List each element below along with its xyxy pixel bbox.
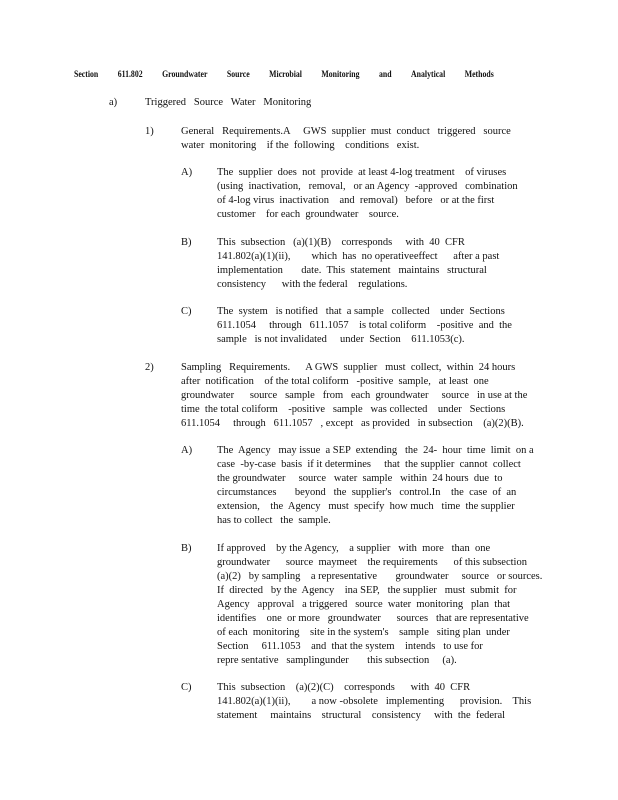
text-line: repre sentative samplingunder this subsection (a).	[217, 655, 457, 666]
text-line: statement maintains structural consistency with the federal	[217, 710, 506, 721]
text-line: consistency with the federal regulations.	[217, 279, 408, 290]
header-word: Source	[226, 70, 250, 80]
item-1-text	[181, 125, 521, 153]
item-1B-label: B)	[181, 237, 192, 248]
header-word: Analytical	[411, 70, 446, 80]
text-line: case -by-case basis if it determines that the supplier cannot collect	[217, 459, 521, 470]
text-line: Section 611.1053 and that the system intends to use for	[217, 641, 483, 652]
item-1A-label: A)	[181, 167, 193, 178]
text-line: time the total coliform -positive sample was collected under Sections	[181, 404, 506, 415]
item-1-label: 1)	[145, 126, 154, 137]
text-line: 611.1054 through 611.1057 is total coliform -positive and the	[217, 320, 512, 331]
item-1C-label: C)	[181, 306, 192, 317]
subsection-a-label: a)	[109, 97, 118, 108]
text-line: of each monitoring site in the system's sample siting plan under	[217, 627, 510, 638]
text-line: identifies one or more groundwater sources that are representative	[217, 613, 529, 624]
header-word: Section	[74, 70, 99, 80]
text-line: This subsection (a)(2)(C) corresponds with 40 CFR	[217, 682, 471, 693]
item-1B-text	[217, 236, 557, 292]
text-line: has to collect the sample.	[217, 515, 331, 526]
text-line: The Agency may issue a SEP extending the 24- hour time limit on a	[217, 445, 534, 456]
text-line: sample is not invalidated under Section 611.1053(c).	[217, 334, 465, 345]
header-word: and	[379, 70, 392, 80]
text-line: This subsection (a)(1)(B) corresponds with 40 CFR	[217, 237, 465, 248]
text-line: The system is notified that a sample collected under Sections	[217, 306, 505, 317]
text-line: implementation date. This statement maintains structural	[217, 265, 487, 276]
item-2B-text	[217, 542, 557, 668]
text-line: of 4-log virus inactivation and removal) before or at the first	[217, 195, 495, 206]
text-line: water monitoring if the following conditions exist.	[181, 140, 420, 151]
item-1A-text	[217, 166, 557, 222]
text-line: General Requirements.A GWS supplier must conduct triggered source	[181, 126, 511, 137]
text-line: If approved by the Agency, a supplier with more than one	[217, 543, 491, 554]
text-line: If directed by the Agency ina SEP, the supplier must submit for	[217, 585, 517, 596]
text-line: Sampling Requirements. A GWS supplier must collect, within 24 hours	[181, 362, 516, 373]
text-line: customer for each groundwater source.	[217, 209, 399, 220]
text-line: extension, the Agency must specify how much time the supplier	[217, 501, 515, 512]
item-2-text	[181, 361, 528, 431]
item-2-label: 2)	[145, 362, 154, 373]
item-2C-label: C)	[181, 682, 192, 693]
item-2A-text	[217, 444, 557, 528]
header-word: Microbial	[269, 70, 302, 80]
item-2A-label: A)	[181, 445, 193, 456]
text-line: groundwater source sample from each groundwater source in use at the	[181, 390, 528, 401]
header-word: 611.802	[117, 70, 143, 80]
text-line: The supplier does not provide at least 4-log treatment of viruses	[217, 167, 507, 178]
text-line: 141.802(a)(1)(ii), which has no operativeeffect after a past	[217, 251, 500, 262]
text-line: after notification of the total coliform -positive sample, at least one	[181, 376, 489, 387]
text-line: groundwater source maymeet the requirements of this subsection	[217, 557, 527, 568]
header-word: Methods	[464, 70, 494, 80]
header-word: Groundwater	[162, 70, 208, 80]
item-1C-text	[217, 305, 557, 347]
text-line: 141.802(a)(1)(ii), a now -obsolete implementing provision. This	[217, 696, 532, 707]
section-header	[74, 70, 494, 80]
text-line: the groundwater source water sample within 24 hours due to	[217, 473, 503, 484]
item-2B-label: B)	[181, 543, 192, 554]
text-line: Agency approval a triggered source water monitoring plan that	[217, 599, 511, 610]
item-2C-text	[217, 681, 557, 723]
text-line: (a)(2) by sampling a representative groundwater source or sources.	[217, 571, 543, 582]
text-line: 611.1054 through 611.1057 , except as provided in subsection (a)(2)(B).	[181, 418, 524, 429]
text-line: circumstances beyond the supplier's control.In the case of an	[217, 487, 517, 498]
header-word: Monitoring	[321, 70, 360, 80]
text-line: (using inactivation, removal, or an Agency -approved combination	[217, 181, 518, 192]
subsection-a-title: Triggered Source Water Monitoring	[145, 97, 312, 108]
